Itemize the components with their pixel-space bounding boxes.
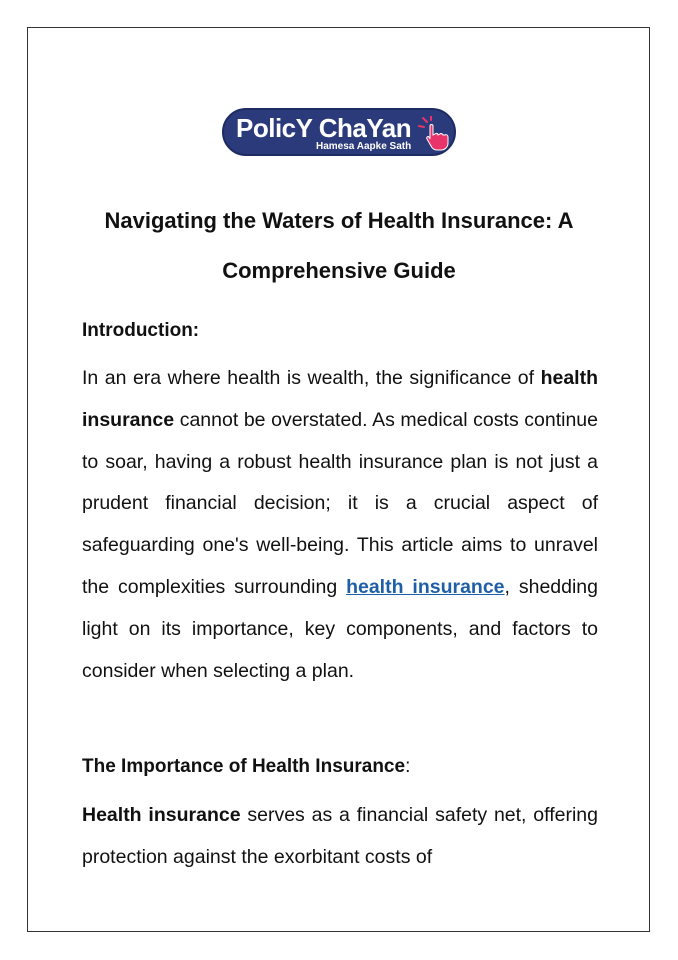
importance-paragraph xyxy=(82,795,598,879)
importance-heading-colon: : xyxy=(405,756,411,777)
intro-text-2: cannot be overstated. As medical costs continue to soar, having a robust health insurance plan is not just a prudent financial decision; it is a crucial aspect of safeguarding one's well-being. This article aims to unravel the complexities surrounding xyxy=(82,408,598,598)
intro-text-1: In an era where health is wealth, the significance of xyxy=(82,367,541,389)
importance-heading-text: The Importance of Health Insurance xyxy=(82,756,406,777)
health-insurance-link[interactable]: health insurance xyxy=(346,575,505,598)
importance-text: serves as a financial safety net, offering protection against the exorbitant costs of xyxy=(82,804,598,868)
brand-logo xyxy=(222,108,456,156)
introduction-paragraph xyxy=(82,358,598,692)
logo-tagline: Hamesa Aapke Sath xyxy=(316,141,412,152)
intro-text-3: , shedding light on its importance, key components, and factors to consider when selecting a plan. xyxy=(82,575,598,682)
intro-bold-term: health insurance xyxy=(82,367,598,431)
logo-wordmark: PolicY ChaYan xyxy=(236,113,412,143)
importance-bold-term: Health insurance xyxy=(82,804,241,826)
pointer-hand-icon xyxy=(418,116,454,152)
document-title-line-2: Comprehensive Guide xyxy=(222,258,456,283)
document-title-line-1: Navigating the Waters of Health Insurance: A xyxy=(104,208,574,233)
introduction-heading: Introduction: xyxy=(82,320,200,341)
importance-heading xyxy=(82,754,410,780)
